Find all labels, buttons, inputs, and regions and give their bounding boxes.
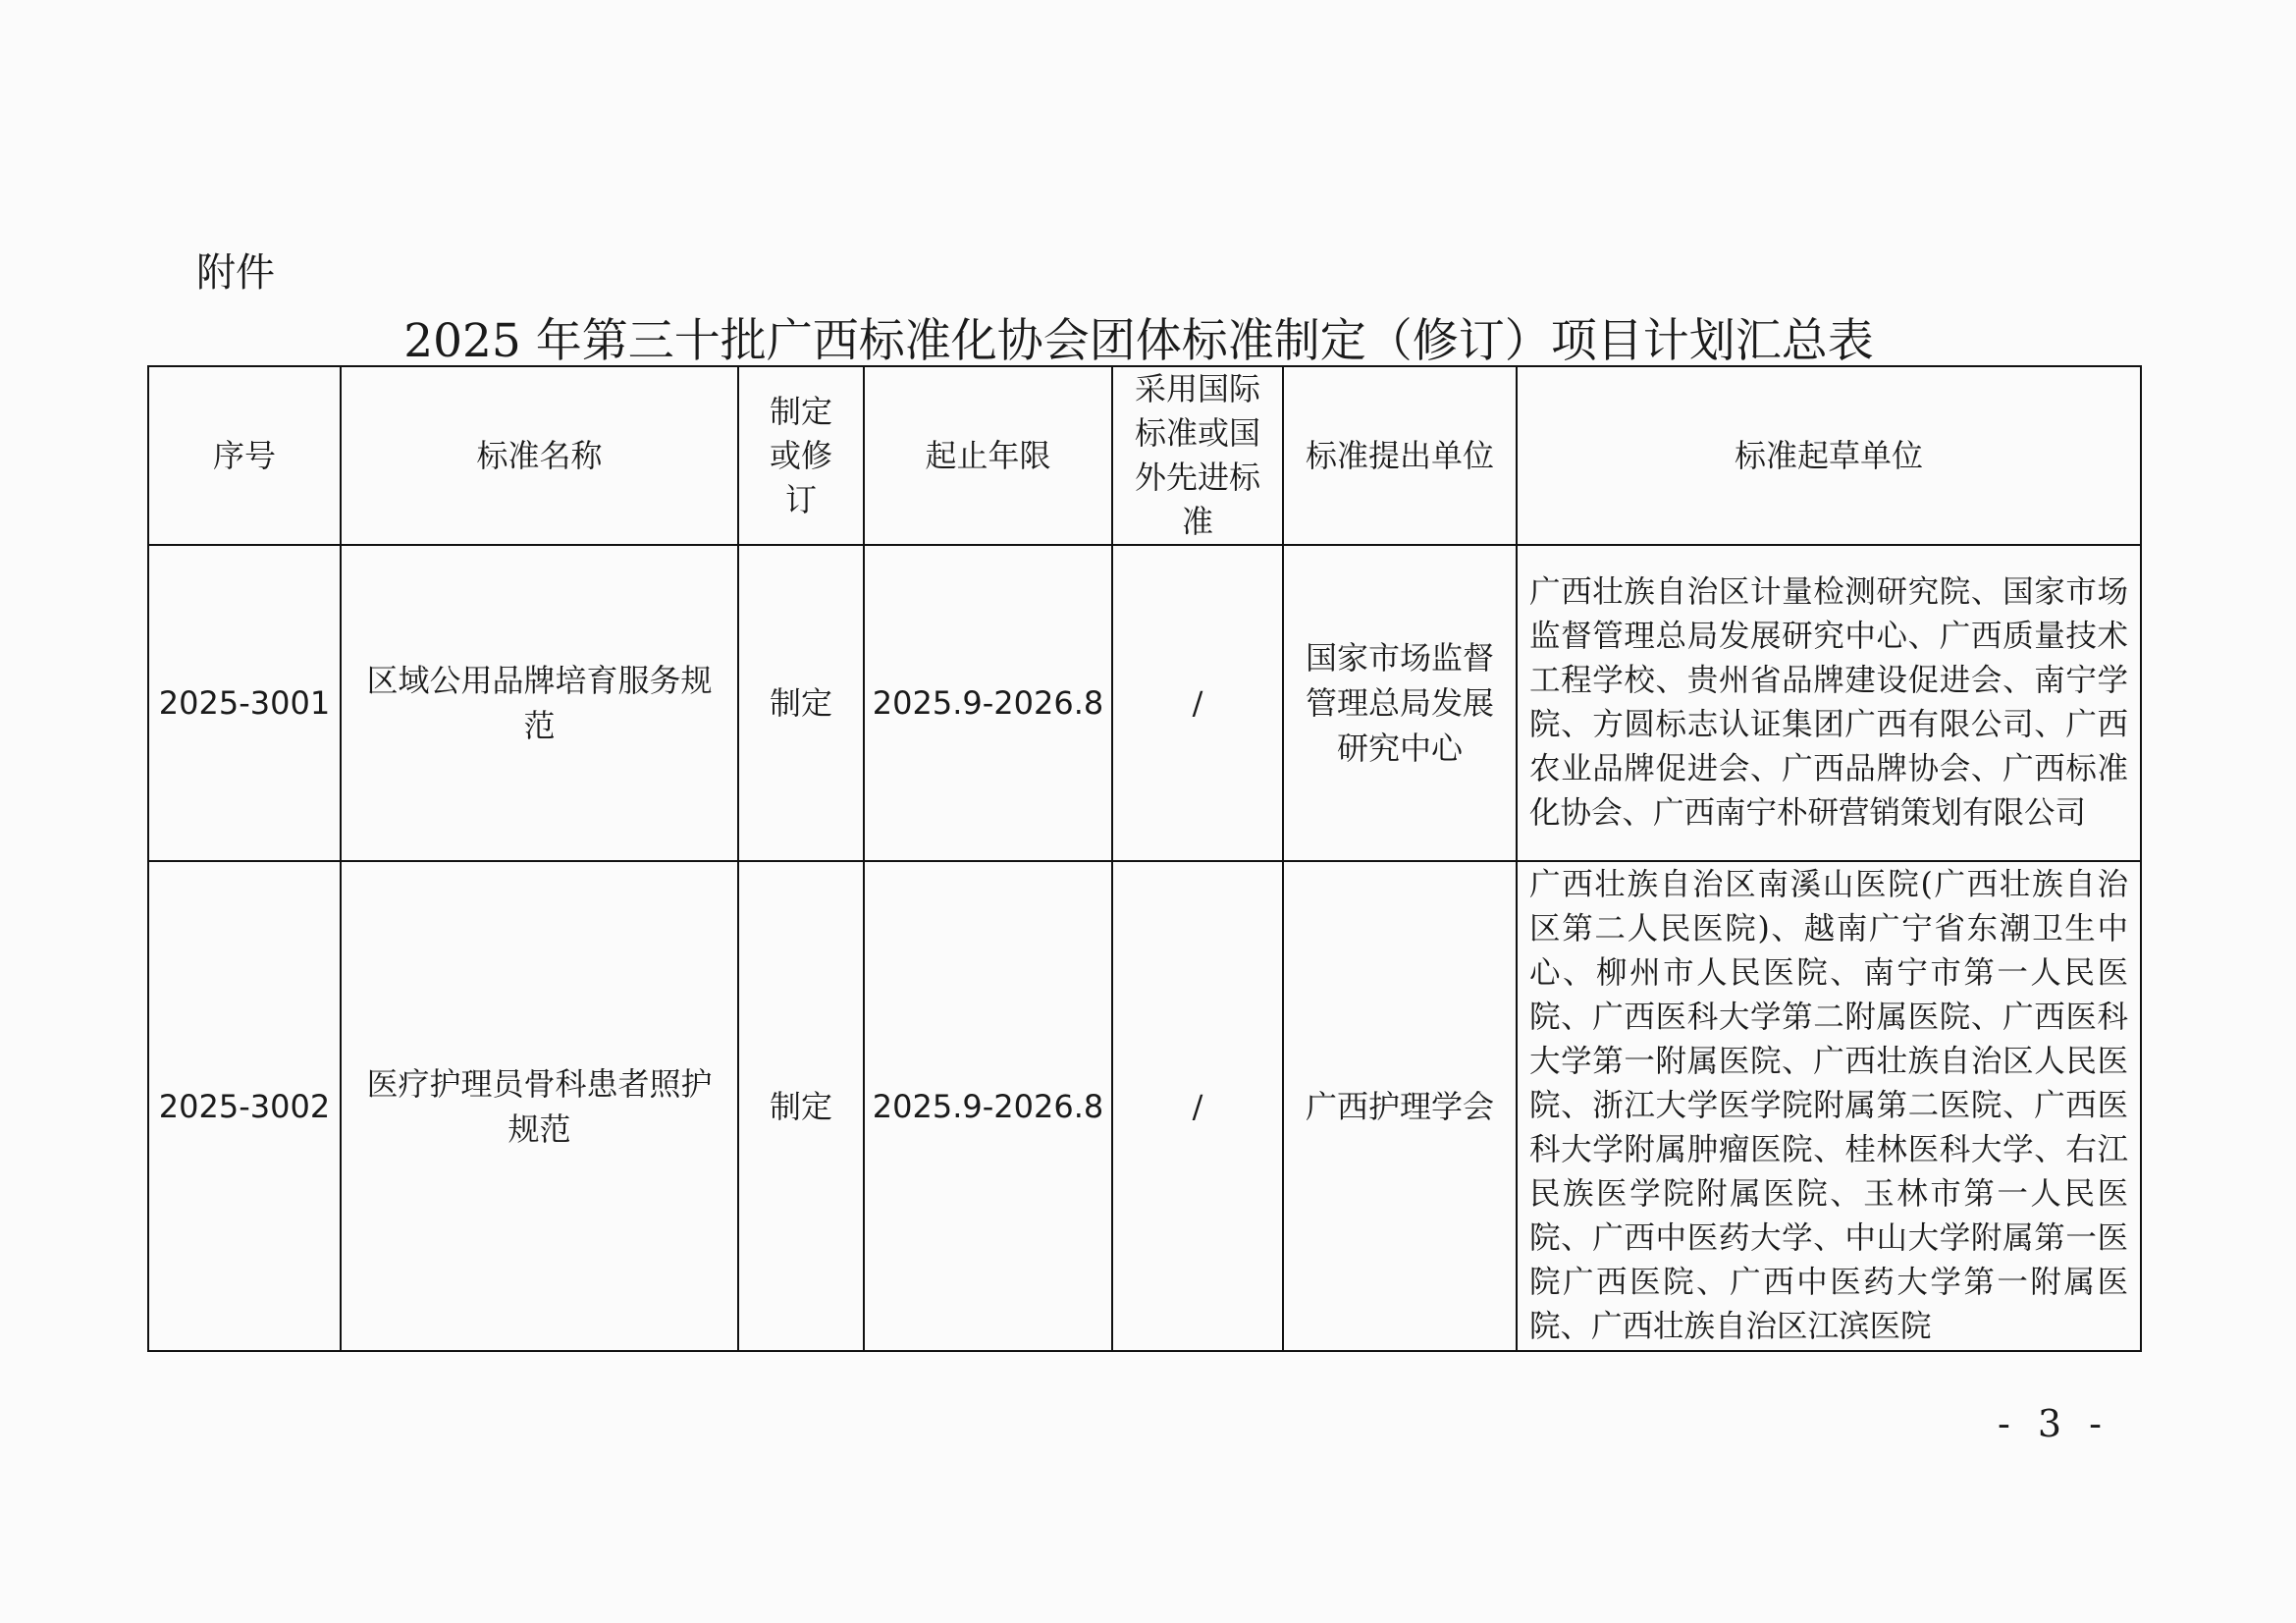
cell-drafters: 广西壮族自治区南溪山医院(广西壮族自治区第二人民医院)、越南广宁省东潮卫生中心、柳州市人民医院、南宁市第一人民医院、广西医科大学第二附属医院、广西医科大学第一附属医院、广西壮族自治区人民医院、浙江大学医学院附属第二医院、广西医科大学附属肿瘤医院、桂林医科大学、右江民族医学院附属医院、玉林市第一人民医院、广西中医药大学、中山大学附属第一医院广西医院、广西中医药大学第一附属医院、广西壮族自治区江滨医院 [1517, 861, 2141, 1351]
cell-period: 2025.9-2026.8 [864, 861, 1112, 1351]
cell-adopted-standard: / [1112, 861, 1283, 1351]
table-header-row [148, 366, 2141, 545]
page-number: - 3 - [1998, 1402, 2110, 1445]
cell-drafters: 广西壮族自治区计量检测研究院、国家市场监督管理总局发展研究中心、广西质量技术工程学校、贵州省品牌建设促进会、南宁学院、方圆标志认证集团广西有限公司、广西农业品牌促进会、广西品牌协会、广西标准化协会、广西南宁朴研营销策划有限公司 [1517, 545, 2141, 861]
cell-period: 2025.9-2026.8 [864, 545, 1112, 861]
cell-type: 制定 [738, 545, 864, 861]
header-proposer: 标准提出单位 [1283, 366, 1517, 545]
cell-proposer: 广西护理学会 [1283, 861, 1517, 1351]
cell-type: 制定 [738, 861, 864, 1351]
cell-standard-name: 医疗护理员骨科患者照护规范 [341, 861, 738, 1351]
table-row [148, 861, 2141, 1351]
header-type: 制定或修订 [738, 366, 864, 545]
header-serial: 序号 [148, 366, 341, 545]
cell-standard-name: 区域公用品牌培育服务规范 [341, 545, 738, 861]
cell-serial: 2025-3001 [148, 545, 341, 861]
table-row [148, 545, 2141, 861]
header-drafters: 标准起草单位 [1517, 366, 2141, 545]
header-standard-name: 标准名称 [341, 366, 738, 545]
cell-proposer: 国家市场监督管理总局发展研究中心 [1283, 545, 1517, 861]
document-title: 2025 年第三十批广西标准化协会团体标准制定（修订）项目计划汇总表 [403, 314, 1874, 368]
header-adopted-standard: 采用国际标准或国外先进标准 [1112, 366, 1283, 545]
header-period: 起止年限 [864, 366, 1112, 545]
cell-adopted-standard: / [1112, 545, 1283, 861]
project-plan-table [147, 365, 2142, 1352]
cell-serial: 2025-3002 [148, 861, 341, 1351]
attachment-label: 附件 [196, 250, 275, 296]
